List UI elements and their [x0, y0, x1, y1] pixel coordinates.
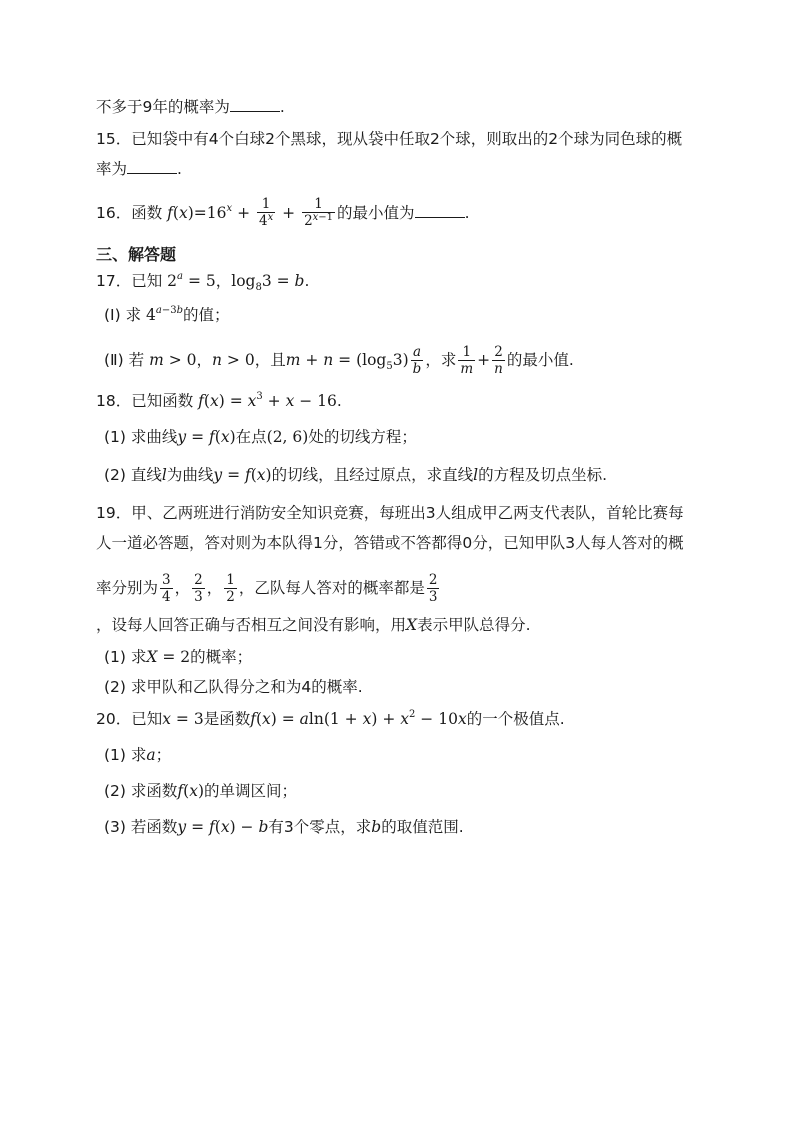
fraction: $\frac{1}{4^x}$	[258, 196, 274, 229]
q18-part2: (2) 直线l为曲线y = f(x)的切线，且经过原点，求直线l的方程及切点坐标.	[104, 466, 608, 484]
section-heading: 三、解答题	[96, 245, 177, 264]
q18-intro: 18．已知函数 $f(x) = x^3 + x - 16$.	[96, 391, 342, 410]
q19-line4: ，设每人回答正确与否相互之间没有影响，用X表示甲队总得分.	[96, 616, 531, 634]
q17-part1: (Ⅰ) 求 $4^{a-3b}$的值；	[104, 305, 230, 324]
q18-part1: (1) 求曲线y = f(x)在点(2, 6)处的切线方程；	[104, 428, 417, 446]
q20-part1: (1) 求a；	[104, 746, 172, 764]
answer-blank	[230, 97, 280, 112]
answer-blank	[415, 203, 465, 218]
q19-line2: 人一道必答题，答对则为本队得1分，答错或不答都得0分，已知甲队3人每人答对的概	[96, 534, 684, 552]
fraction: $\frac{1}{2^{x-1}}$	[304, 196, 334, 229]
fraction: $\frac{1}{m}$	[460, 344, 474, 377]
q19-line3: 率分别为 $\frac{3}{4}$ ， $\frac{2}{3}$ ， $\frac{1}{2}$ ，乙队每人答对的概率都是 $\frac{2}{3}$	[96, 572, 438, 605]
q17-intro: 17．已知 $2^a = 5$，$\log_83 = b$.	[96, 271, 310, 293]
q16: 16．函数 $f(x)=16^x$ + $\frac{1}{4^x}$ + $\frac{1}{2^{x-1}}$ 的最小值为 .	[96, 196, 470, 229]
q15-line1: 15．已知袋中有4个白球2个黑球，现从袋中任取2个球，则取出的2个球为同色球的概	[96, 130, 683, 148]
q17-part2: (Ⅱ) 若 m > 0，n > 0，且$m + n = (\log_53)$ $\frac{a}{b}$ ，求 $\frac{1}{m}$ + $\frac{2}{n}$ 的最小值.	[104, 344, 574, 377]
q14-tail: 不多于9年的概率为 .	[96, 98, 285, 116]
q19-part2: (2) 求甲队和乙队得分之和为4的概率.	[104, 678, 363, 696]
q19-part1: (1) 求X = 2的概率；	[104, 648, 253, 666]
q20-part3: (3) 若函数y = f(x) − b有3个零点，求b的取值范围.	[104, 818, 464, 836]
q20-intro: 20．已知x = 3是函数$f(x) = aln(1 + x) + x^2 - 10x$的一个极值点.	[96, 709, 565, 728]
q15-line2: 率为 .	[96, 160, 182, 178]
fraction: $\frac{1}{2}$	[226, 572, 235, 605]
answer-blank	[127, 159, 177, 174]
fraction: $\frac{2}{n}$	[494, 344, 503, 377]
fraction: $\frac{2}{3}$	[194, 572, 203, 605]
fraction: $\frac{3}{4}$	[162, 572, 171, 605]
q19-line1: 19．甲、乙两班进行消防安全知识竞赛，每班出3人组成甲乙两支代表队，首轮比赛每	[96, 504, 684, 522]
fraction: $\frac{a}{b}$	[412, 344, 422, 377]
q20-part2: (2) 求函数f(x)的单调区间；	[104, 782, 298, 800]
fraction: $\frac{2}{3}$	[428, 572, 438, 605]
